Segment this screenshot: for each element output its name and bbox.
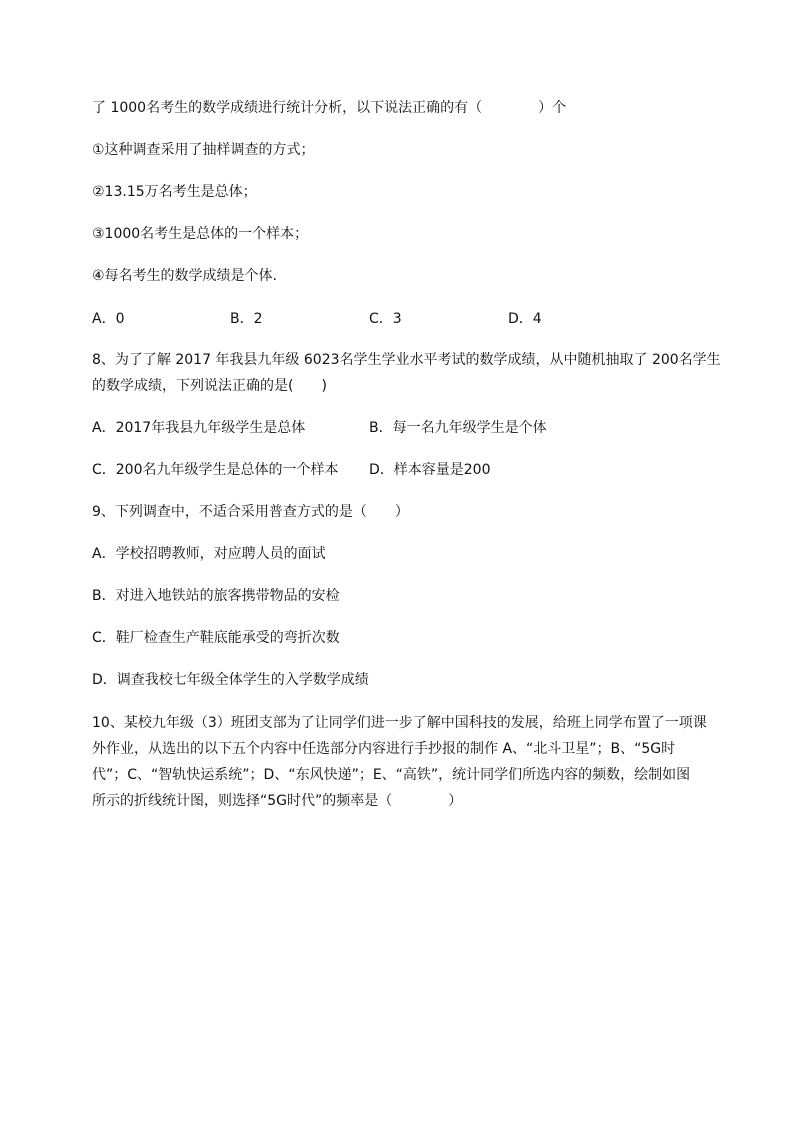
question-7-statement-1: ①这种调查采用了抽样调查的方式； bbox=[92, 142, 315, 158]
question-7-option-a: A．0 bbox=[92, 311, 125, 327]
question-9-stem: 9、下列调查中，不适合采用普查方式的是（ ） bbox=[92, 504, 409, 520]
question-7-option-b: B．2 bbox=[230, 311, 263, 327]
question-8-option-a: A．2017年我县九年级学生是总体 bbox=[92, 420, 306, 436]
question-9-option-b: B．对进入地铁站的旅客携带物品的安检 bbox=[92, 588, 340, 604]
question-8-stem bbox=[92, 347, 721, 399]
question-10-stem-line-4: 所示的折线统计图，则选择“5G时代”的频率是（ ） bbox=[92, 793, 463, 809]
question-10-stem bbox=[92, 710, 712, 814]
question-8-options-row-2 bbox=[92, 460, 652, 480]
question-8-options-row-1 bbox=[92, 418, 652, 438]
question-7-statement-4: ④每名考生的数学成绩是个体. bbox=[92, 268, 278, 284]
question-8-option-b: B．每一名九年级学生是个体 bbox=[369, 420, 547, 436]
question-8-stem-line-2: 的数学成绩，下列说法正确的是( ) bbox=[92, 378, 327, 394]
question-7-option-c: C．3 bbox=[369, 311, 402, 327]
question-7-statement-3: ③1000名考生是总体的一个样本； bbox=[92, 226, 309, 242]
question-9-option-a: A．学校招聘教师，对应聘人员的面试 bbox=[92, 546, 326, 562]
question-8-stem-line-1: 8、为了了解 2017 年我县九年级 6023名学生学业水平考试的数学成绩，从中随机抽取了 200名学生 bbox=[92, 352, 721, 368]
question-10-stem-line-2: 外作业，从选出的以下五个内容中任选部分内容进行手抄报的制作 A、“北斗卫星”；B、“5G时 bbox=[92, 741, 676, 757]
question-9-option-c: C．鞋厂检查生产鞋底能承受的弯折次数 bbox=[92, 630, 340, 646]
question-9-option-d: D．调查我校七年级全体学生的入学数学成绩 bbox=[92, 672, 369, 688]
question-10-stem-line-1: 10、某校九年级（3）班团支部为了让同学们进一步了解中国科技的发展，给班上同学布置了一项课 bbox=[92, 715, 707, 731]
question-7-statement-2: ②13.15万名考生是总体； bbox=[92, 184, 257, 200]
question-7-options bbox=[92, 309, 652, 329]
question-10-stem-line-3: 代”；C、“智轨快运系统”；D、“东风快递”；E、“高铁”，统计同学们所选内容的频数，绘制如图 bbox=[92, 767, 691, 783]
question-7-stem: 了 1000名考生的数学成绩进行统计分析，以下说法正确的有（ ）个 bbox=[92, 100, 567, 116]
question-7-option-d: D．4 bbox=[508, 311, 542, 327]
question-8-option-c: C．200名九年级学生是总体的一个样本 bbox=[92, 462, 339, 478]
question-8-option-d: D．样本容量是200 bbox=[369, 462, 491, 478]
